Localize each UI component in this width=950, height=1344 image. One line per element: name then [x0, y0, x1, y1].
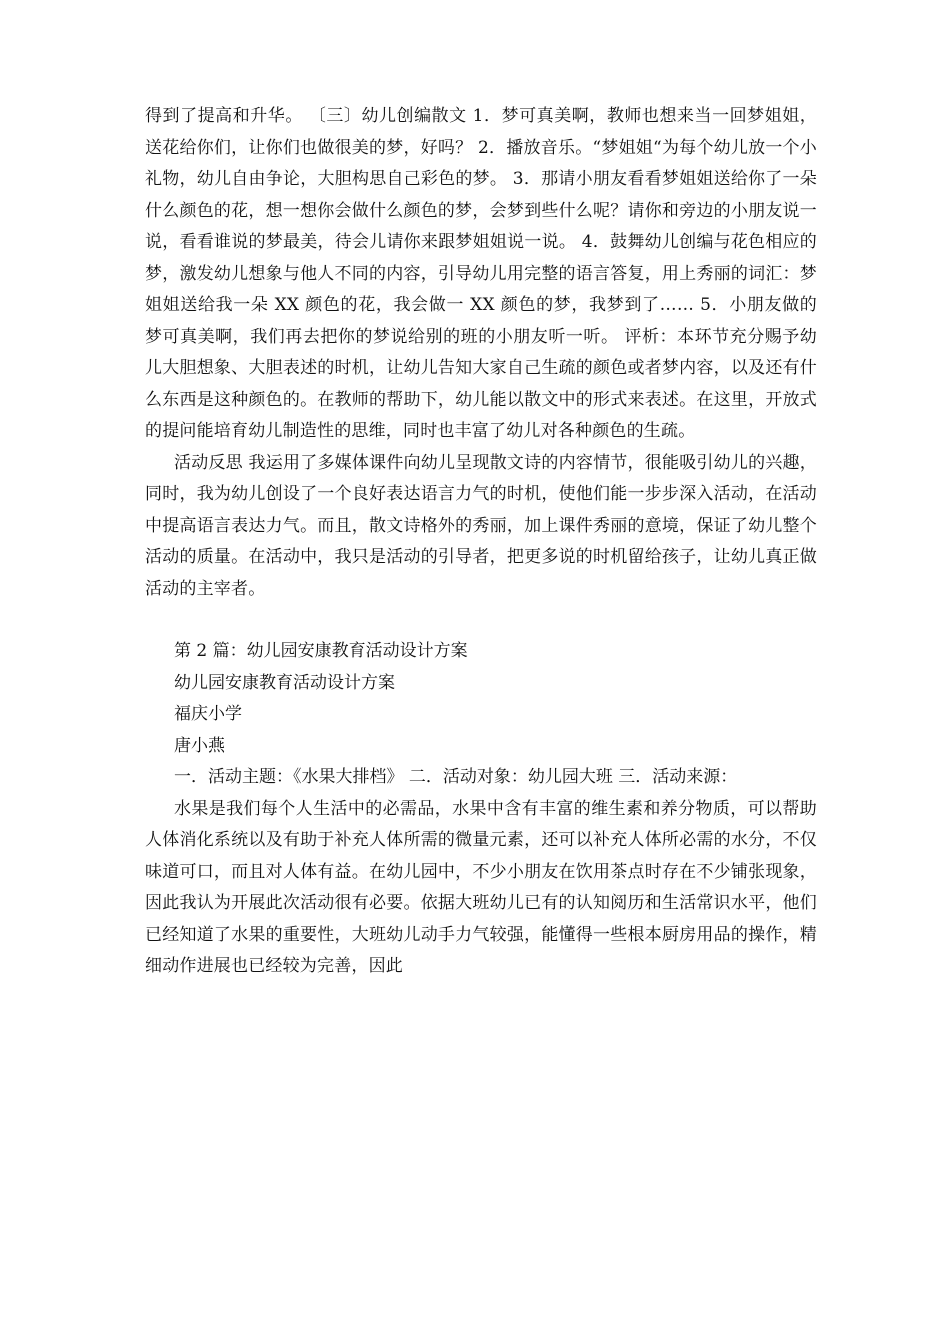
section-gap [145, 605, 817, 636]
document-title: 幼儿园安康教育活动设计方案 [174, 672, 395, 693]
document-page [145, 101, 817, 983]
activity-source-paragraph: 水果是我们每个人生活中的必需品，水果中含有丰富的维生素和养分物质，可以帮助人体消化系统以及有助于补充人体所需的微量元素，还可以补充人体所必需的水分，不仅味道可口，而且对人体有益。在幼儿园中，不少小朋友在饮用茶点时存在不少铺张现象，因此我认为开展此次活动很有必要。依据大班幼儿已有的认知阅历和生活常识水平，他们已经知道了水果的重要性，大班幼儿动手力气较强，能懂得一些根本厨房用品的操作，精细动作进展也已经较为完善，因此 [145, 798, 817, 976]
section-heading: 第 2 篇：幼儿园安康教育活动设计方案 [174, 641, 468, 661]
body-paragraph-1: 得到了提高和升华。 〔三〕幼儿创编散文 1．梦可真美啊，教师也想来当一回梦姐姐，送花给你们，让你们也做很美的梦，好吗？ 2．播放音乐。“梦姐姐“为每个幼儿放一个小礼物，幼儿自由争论，大胆构思自己彩色的梦。 3．那请小朋友看看梦姐姐送给你了一朵什么颜色的花，想一想你会做什么颜色的梦，会梦到些什么呢？请你和旁边的小朋友说一说，看看谁说的梦最美，待会儿请你来跟梦姐姐说一说。 4．鼓舞幼儿创编与花色相应的梦，激发幼儿想象与他人不同的内容，引导幼儿用完整的语言答复，用上秀丽的词汇：梦姐姐送给我一朵 XX 颜色的花，我会做一 XX 颜色的梦，我梦到了…… 5．小朋友做的梦可真美啊，我们再去把你的梦说给别的班的小朋友听一听。 评析：本环节充分赐予幼儿大胆想象、大胆表述的时机，让幼儿告知大家自己生疏的颜色或者梦内容，以及还有什么东西是这种颜色的。在教师的帮助下，幼儿能以散文中的形式来表述。在这里，开放式的提问能培育幼儿制造性的思维，同时也丰富了幼儿对各种颜色的生疏。 [145, 106, 817, 441]
activity-meta-line: 一．活动主题：《水果大排档》 二．活动对象：幼儿园大班 三．活动来源： [174, 767, 738, 787]
reflection-paragraph: 活动反思 我运用了多媒体课件向幼儿呈现散文诗的内容情节，很能吸引幼儿的兴趣，同时，我为幼儿创设了一个良好表达语言力气的时机，使他们能一步步深入活动，在活动中提高语言表达力气。而且，散文诗格外的秀丽，加上课件秀丽的意境，保证了幼儿整个活动的质量。在活动中，我只是活动的引导者，把更多说的时机留给孩子，让幼儿真正做活动的主宰者。 [145, 452, 817, 599]
school-name: 福庆小学 [174, 704, 242, 724]
author-name: 唐小燕 [174, 735, 225, 756]
